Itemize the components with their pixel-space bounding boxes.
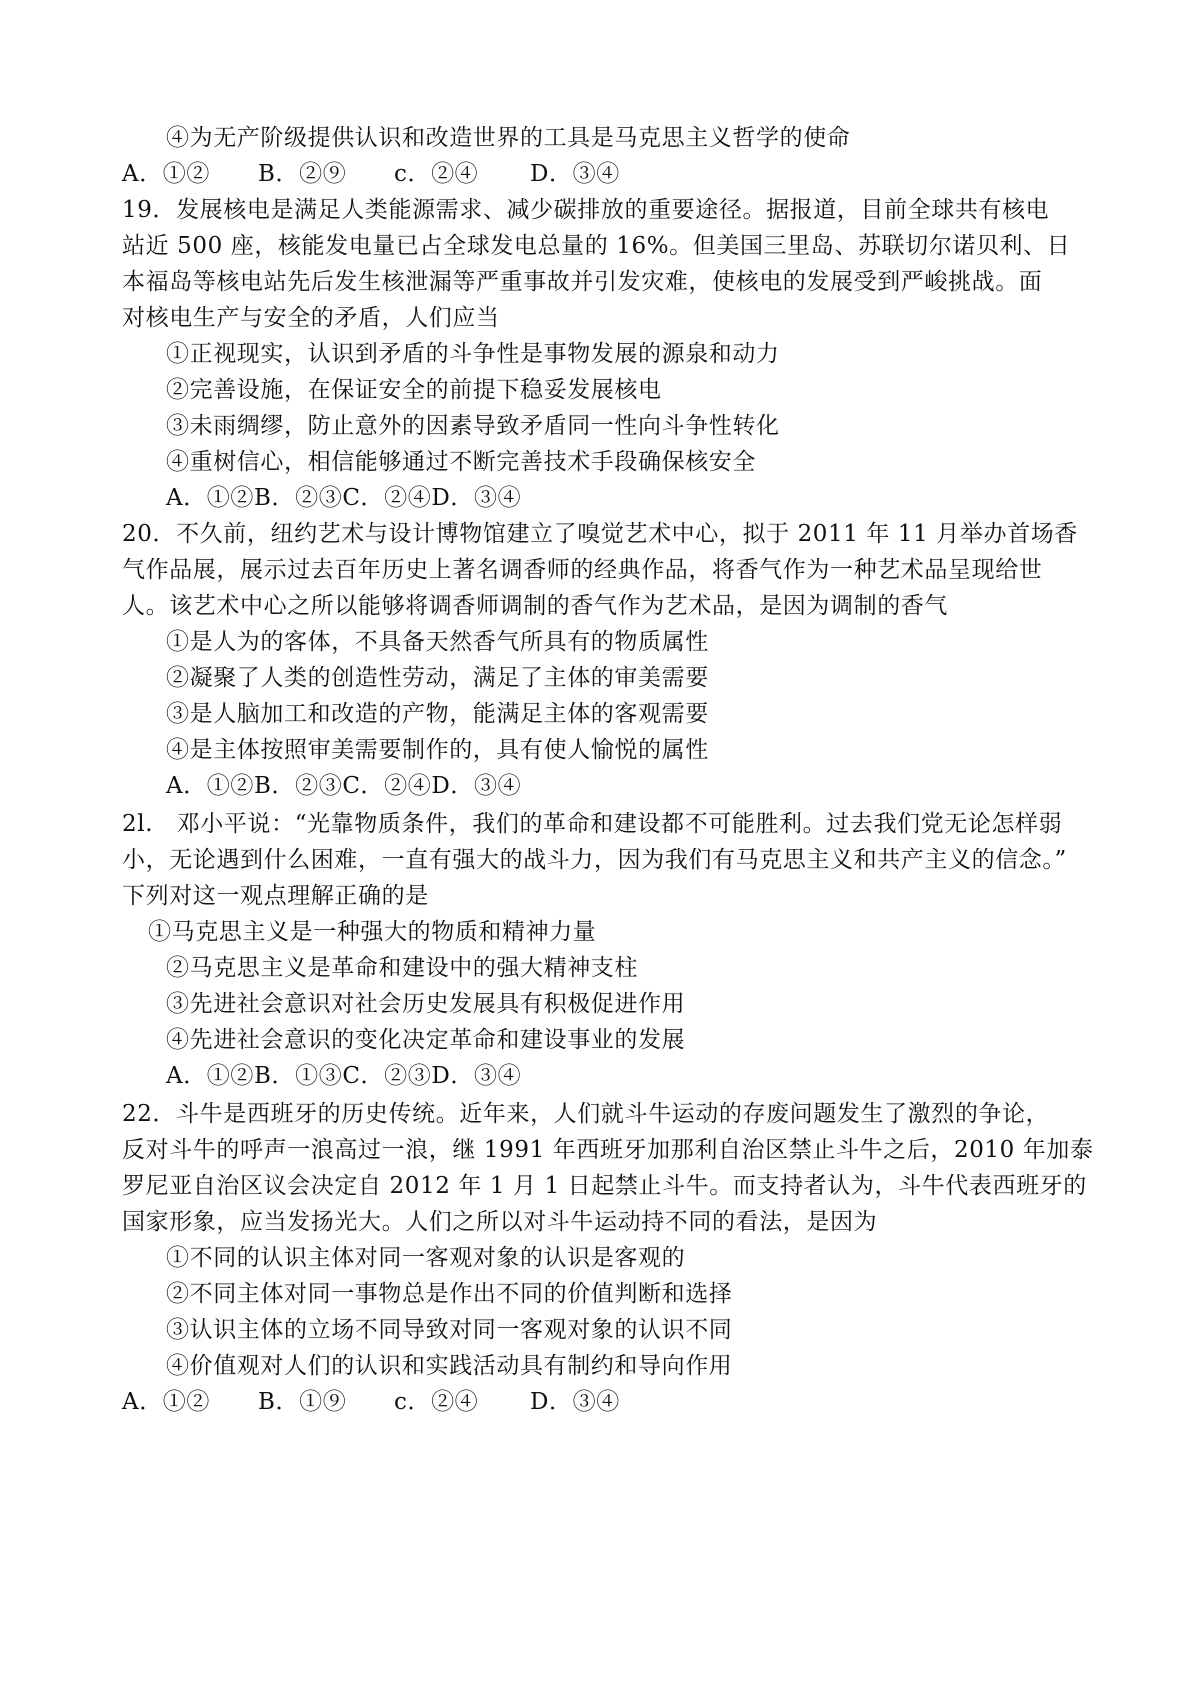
q21-option-c: C．②③ (342, 1063, 432, 1089)
q21-item-2: ②马克思主义是革命和建设中的强大精神支柱 (166, 955, 638, 981)
q19-item-4: ④重树信心，相信能够通过不断完善技术手段确保核安全 (166, 449, 756, 475)
q21-stem-line: 小，无论遇到什么困难，一直有强大的战斗力，因为我们有马克思主义和共产主义的信念。” (122, 847, 1067, 873)
q18-option-a: A．①② (122, 161, 211, 187)
q19-option-a: A．①② (166, 485, 255, 511)
q22-item-4: ④价值观对人们的认识和实践活动具有制约和导向作用 (166, 1353, 733, 1379)
q22-option-a: A．①② (122, 1389, 211, 1415)
q21-option-a: A．①② (166, 1063, 255, 1089)
q20-option-d: D．③④ (431, 773, 522, 799)
q22-option-c: c．②④ (394, 1389, 479, 1415)
q19-option-c: C．②④ (342, 485, 432, 511)
q19-option-d: D．③④ (431, 485, 522, 511)
q20-stem-line: 气作品展，展示过去百年历史上著名调香师的经典作品，将香气作为一种艺术品呈现给世 (122, 557, 1043, 583)
q21-options (166, 1058, 1136, 1094)
q20-item-4: ④是主体按照审美需要制作的，具有使人愉悦的属性 (166, 737, 709, 763)
q19-item-3: ③未雨绸缪，防止意外的因素导致矛盾同一性向斗争性转化 (166, 413, 780, 439)
q20-option-b: B．②③ (254, 773, 343, 799)
q22-stem-line: 反对斗牛的呼声一浪高过一浪，继 1991 年西班牙加那利自治区禁止斗牛之后，2010 年加泰 (122, 1137, 1094, 1163)
q22-item-3: ③认识主体的立场不同导致对同一客观对象的认识不同 (166, 1317, 733, 1343)
q21-stem-line: 下列对这一观点理解正确的是 (122, 883, 429, 909)
q22-item-2: ②不同主体对同一事物总是作出不同的价值判断和选择 (166, 1281, 733, 1307)
q19-item-1: ①正视现实，认识到矛盾的斗争性是事物发展的源泉和动力 (166, 341, 780, 367)
q20-option-a: A．①② (166, 773, 255, 799)
q21-item-3: ③先进社会意识对社会历史发展具有积极促进作用 (166, 991, 686, 1017)
q19-options (166, 480, 1136, 516)
q20-item-3: ③是人脑加工和改造的产物，能满足主体的客观需要 (166, 701, 709, 727)
q22-item-1: ①不同的认识主体对同一客观对象的认识是客观的 (166, 1245, 686, 1271)
q18-options (122, 156, 1092, 192)
q22-option-d: D．③④ (530, 1389, 620, 1415)
q20-item-1: ①是人为的客体，不具备天然香气所具有的物质属性 (166, 629, 709, 655)
q19-stem-line: 19．发展核电是满足人类能源需求、减少碳排放的重要途径。据报道，目前全球共有核电 (122, 197, 1050, 223)
q20-option-c: C．②④ (342, 773, 432, 799)
q21-item-1: ①马克思主义是一种强大的物质和精神力量 (148, 919, 597, 945)
q19-stem-line: 站近 500 座，核能发电量已占全球发电总量的 16%。但美国三里岛、苏联切尔诺贝利、日 (122, 233, 1071, 259)
q18-option-c: c．②④ (394, 161, 479, 187)
q20-item-2: ②凝聚了人类的创造性劳动，满足了主体的审美需要 (166, 665, 709, 691)
q22-options (122, 1384, 1092, 1420)
q19-item-2: ②完善设施，在保证安全的前提下稳妥发展核电 (166, 377, 662, 403)
q22-stem-line: 罗尼亚自治区议会决定自 2012 年 1 月 1 日起禁止斗牛。而支持者认为，斗牛代表西班牙的 (122, 1173, 1087, 1199)
q20-stem-line: 20．不久前，纽约艺术与设计博物馆建立了嗅觉艺术中心，拟于 2011 年 11 月举办首场香 (122, 521, 1078, 547)
q22-stem-line: 国家形象，应当发扬光大。人们之所以对斗牛运动持不同的看法，是因为 (122, 1209, 878, 1235)
q18-item-4: ④为无产阶级提供认识和改造世界的工具是马克思主义哲学的使命 (166, 125, 851, 151)
q21-item-4: ④先进社会意识的变化决定革命和建设事业的发展 (166, 1027, 686, 1053)
q18-option-b: B．②⑨ (258, 161, 347, 187)
q19-stem-line: 本福岛等核电站先后发生核泄漏等严重事故并引发灾难，使核电的发展受到严峻挑战。面 (122, 269, 1043, 295)
q21-option-d: D．③④ (431, 1063, 522, 1089)
q22-option-b: B．①⑨ (258, 1389, 347, 1415)
q22-stem-line: 22．斗牛是西班牙的历史传统。近年来，人们就斗牛运动的存废问题发生了激烈的争论， (122, 1101, 1050, 1127)
q20-options (166, 768, 1136, 804)
q19-stem-line: 对核电生产与安全的矛盾，人们应当 (122, 305, 500, 331)
q18-option-d: D．③④ (530, 161, 620, 187)
q21-stem-line: 2l. 邓小平说：“光靠物质条件，我们的革命和建设都不可能胜利。过去我们党无论怎样弱 (122, 811, 1063, 837)
q19-option-b: B．②③ (254, 485, 343, 511)
q21-option-b: B．①③ (254, 1063, 343, 1089)
q20-stem-line: 人。该艺术中心之所以能够将调香师调制的香气作为艺术品，是因为调制的香气 (122, 593, 948, 619)
